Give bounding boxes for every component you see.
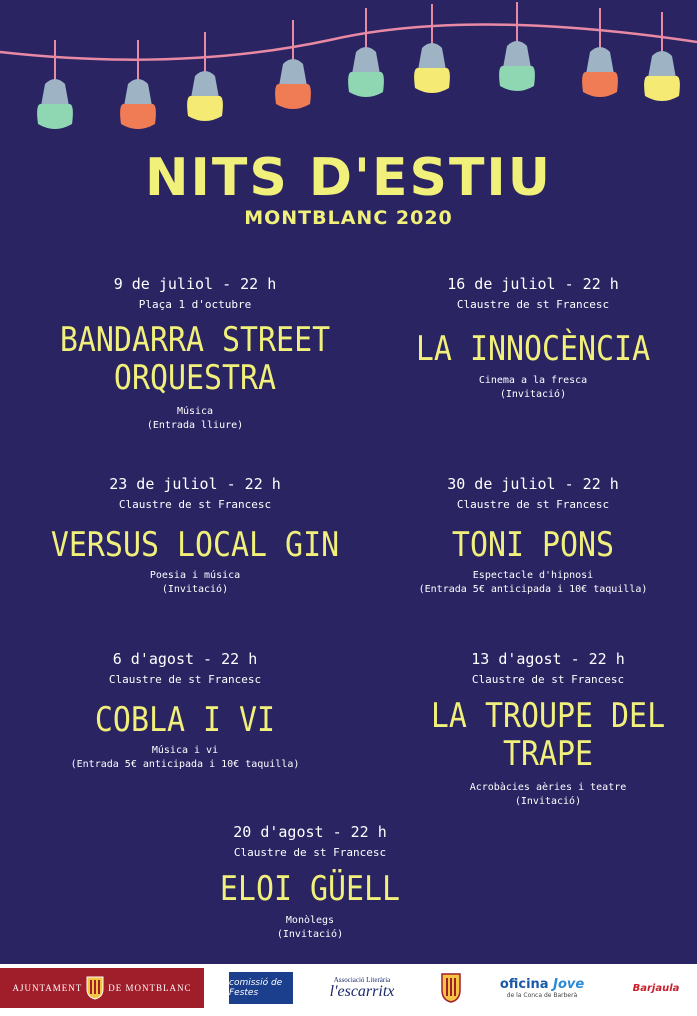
event-toni-pons — [373, 474, 693, 597]
escarritx-logo: Associació Literària l'escarritx — [329, 976, 395, 1000]
poster-title: NITS D'ESTIU — [145, 148, 552, 208]
event-date: 9 de juliol - 22 h — [113, 275, 277, 293]
light-bulb-icon — [37, 40, 73, 129]
event-entry: (Invitació) — [276, 929, 344, 940]
event-date: 13 d'agost - 22 h — [471, 650, 625, 668]
light-bulb-icon — [499, 2, 535, 91]
event-eloi-guell — [160, 822, 460, 942]
event-category: Música — [176, 406, 214, 417]
event-venue: Claustre de st Francesc — [118, 498, 272, 511]
string-lights — [0, 0, 697, 160]
event-name: BANDARRA STREET ORQUESTRA — [59, 320, 331, 398]
event-date: 23 de juliol - 22 h — [109, 475, 281, 493]
event-innocencia — [358, 274, 697, 402]
event-venue: Claustre de st Francesc — [456, 298, 610, 311]
event-entry: (Invitació) — [499, 389, 567, 400]
event-date: 20 d'agost - 22 h — [233, 823, 387, 841]
event-versus — [20, 474, 370, 597]
event-category: Cinema a la fresca — [478, 375, 588, 386]
event-category: Música i vi — [151, 745, 219, 756]
event-cobla-i-vi — [20, 649, 350, 772]
poster-subtitle: MONTBLANC 2020 — [244, 207, 453, 229]
event-name: VERSUS LOCAL GIN — [50, 525, 340, 565]
event-name: LA INNOCÈNCIA — [415, 329, 651, 369]
light-bulb-icon — [348, 8, 384, 97]
event-entry: (Entrada 5€ anticipada i 10€ taquilla) — [70, 759, 300, 770]
event-venue: Claustre de st Francesc — [456, 498, 610, 511]
montblanc-crest-icon — [440, 972, 462, 1004]
light-bulb-icon — [120, 40, 156, 129]
event-troupe-del-trape — [373, 649, 697, 809]
event-category: Acrobàcies aèries i teatre — [469, 782, 627, 793]
event-category: Espectacle d'hipnosi — [472, 570, 594, 581]
event-category: Monòlegs — [285, 915, 335, 926]
event-name: TONI PONS — [451, 525, 615, 565]
event-category: Poesia i música — [149, 570, 241, 581]
light-bulb-icon — [187, 32, 223, 121]
ajuntament-montblanc-logo: AJUNTAMENT DE MONTBLANC — [0, 968, 204, 1008]
event-entry: (Invitació) — [514, 796, 582, 807]
light-bulb-icon — [644, 12, 680, 101]
event-entry: (Entrada lliure) — [146, 420, 244, 431]
event-venue: Claustre de st Francesc — [471, 673, 625, 686]
event-entry: (Entrada 5€ anticipada i 10€ taquilla) — [418, 584, 648, 595]
event-name: LA TROUPE DEL TRAPE — [430, 696, 666, 774]
event-date: 30 de juliol - 22 h — [447, 475, 619, 493]
event-entry: (Invitació) — [161, 584, 229, 595]
event-bandarra — [20, 274, 370, 433]
shield-icon — [86, 976, 104, 1000]
light-bulb-icon — [414, 4, 450, 93]
light-bulb-icon — [275, 20, 311, 109]
event-date: 16 de juliol - 22 h — [447, 275, 619, 293]
event-venue: Claustre de st Francesc — [108, 673, 262, 686]
light-bulb-icon — [582, 8, 618, 97]
event-venue: Plaça 1 d'octubre — [138, 298, 252, 311]
barjaula-logo: Barjaula — [632, 982, 680, 994]
event-name: COBLA I VI — [94, 700, 276, 740]
event-date: 6 d'agost - 22 h — [112, 650, 258, 668]
oficina-jove-logo: oficina Jove de la Conca de Barberà — [499, 977, 585, 999]
event-name: ELOI GÜELL — [219, 869, 401, 909]
comissio-festes-logo: comissió de Festes — [229, 972, 293, 1004]
event-venue: Claustre de st Francesc — [233, 846, 387, 859]
sponsor-footer — [0, 964, 697, 1016]
